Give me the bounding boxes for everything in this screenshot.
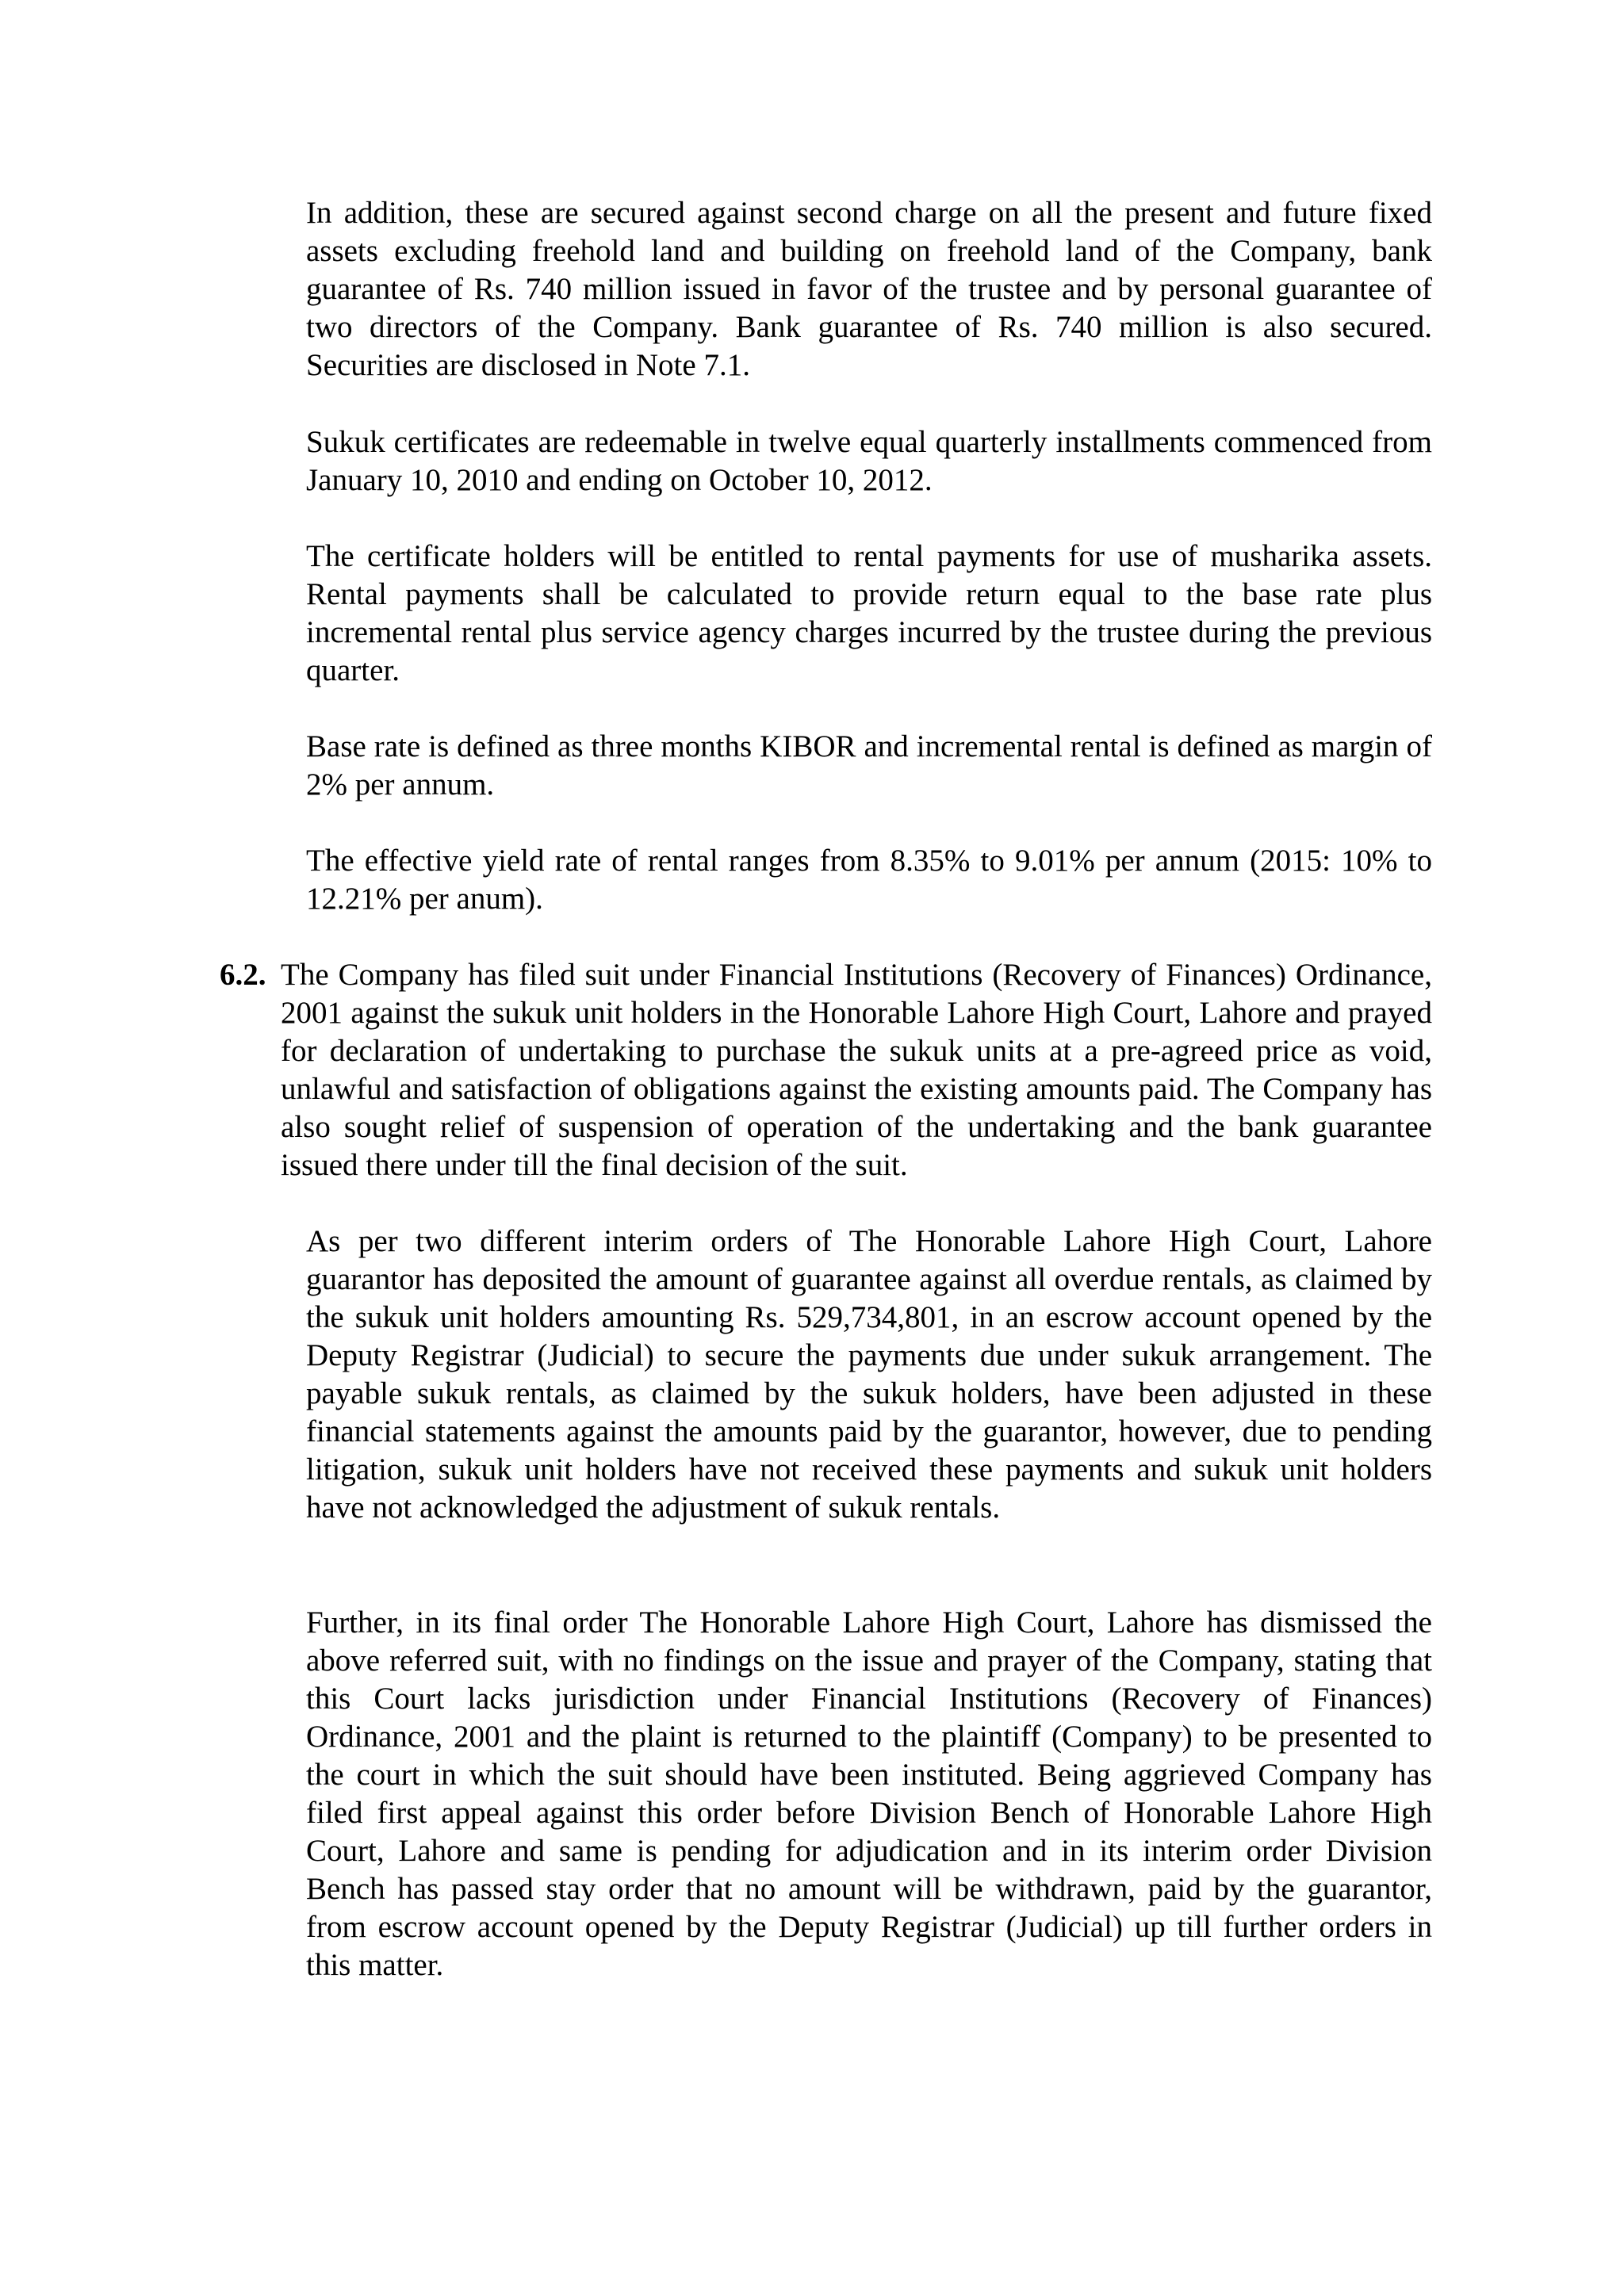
- paragraph-securities: In addition, these are secured against second charge on all the present and future fixed assets excluding freehold land and building on freehold land of the Company, bank guarantee of Rs. 740 million issued in favor of the trustee and by personal guarantee of two directors of the Company. Bank guarantee of Rs. 740 million is also secured. Securities are disclosed in Note 7.1.: [306, 196, 1432, 382]
- paragraph-interim-orders: As per two different interim orders of The Honorable Lahore High Court, Lahore guarantor has deposited the amount of guarantee against all overdue rentals, as claimed by the sukuk unit holders amounting Rs. 529,734,801, in an escrow account opened by the Deputy Registrar (Judicial) to secure the payments due under sukuk arrangement. The payable sukuk rentals, as claimed by the sukuk holders, have been adjusted in these financial statements against the amounts paid by the guarantor, however, due to pending litigation, sukuk unit holders have not received these payments and sukuk unit holders have not acknowledged the adjustment of sukuk rentals.: [306, 1224, 1432, 1525]
- paragraph-rental-payments: The certificate holders will be entitled to rental payments for use of musharika assets. Rental payments shall be calculated to provide return equal to the base rate plus incremental rental plus service agency charges incurred by the trustee during the previous quarter.: [306, 539, 1432, 687]
- section-6-2-text: The Company has filed suit under Financial Institutions (Recovery of Finances) Ordinance, 2001 against the sukuk unit holders in the Honorable Lahore High Court, Lahore and prayed for declaration of undertaking to purchase the sukuk units at a pre-agreed price as void, unlawful and satisfaction of obligations against the existing amounts paid. The Company has also sought relief of suspension of operation of the undertaking and the bank guarantee issued there under till the final decision of the suit.: [281, 958, 1432, 1182]
- paragraph-base-rate: Base rate is defined as three months KIBOR and incremental rental is defined as margin of 2% per annum.: [306, 729, 1432, 802]
- paragraph-final-order: Further, in its final order The Honorable Lahore High Court, Lahore has dismissed the above referred suit, with no findings on the issue and prayer of the Company, stating that this Court lacks jurisdiction under Financial Institutions (Recovery of Finances) Ordinance, 2001 and the plaint is returned to the plaintiff (Company) to be presented to the court in which the suit should have been instituted. Being aggrieved Company has filed first appeal against this order before Division Bench of Honorable Lahore High Court, Lahore and same is pending for adjudication and in its interim order Division Bench has passed stay order that no amount will be withdrawn, paid by the guarantor, from escrow account opened by the Deputy Registrar (Judicial) up till further orders in this matter.: [306, 1605, 1432, 1982]
- section-number: 6.2.: [220, 958, 266, 992]
- paragraph-redemption: Sukuk certificates are redeemable in twelve equal quarterly installments commenced from January 10, 2010 and ending on October 10, 2012.: [306, 425, 1432, 497]
- paragraph-effective-yield: The effective yield rate of rental ranges from 8.35% to 9.01% per annum (2015: 10% to 12.21% per anum).: [306, 844, 1432, 916]
